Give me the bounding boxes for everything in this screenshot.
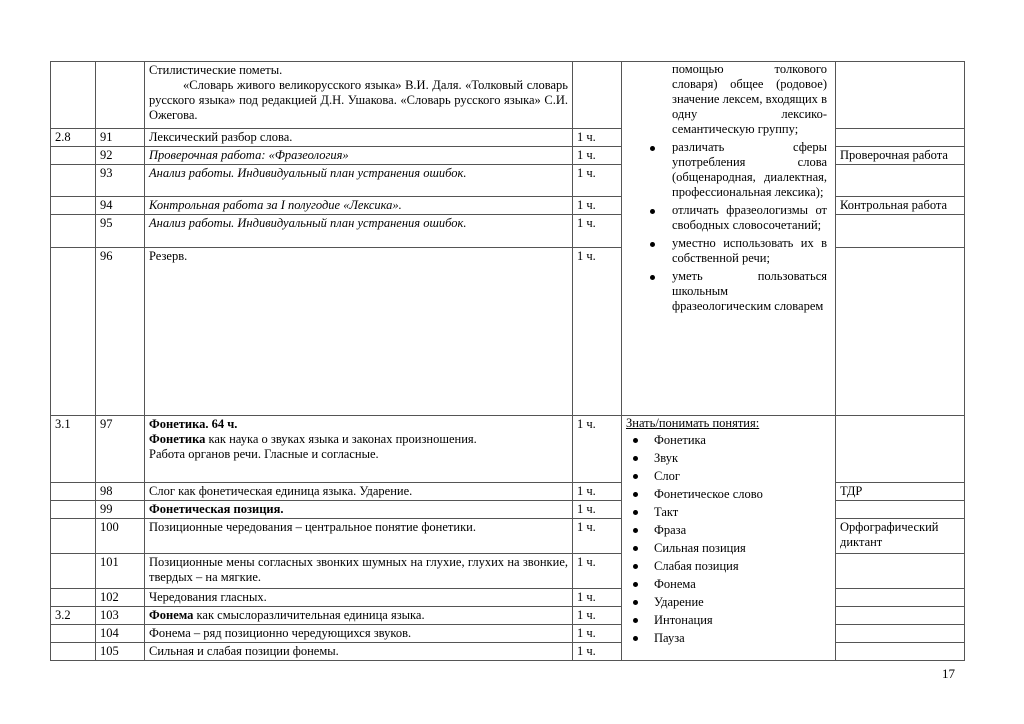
section-cell bbox=[51, 501, 96, 519]
term: Фонема bbox=[149, 608, 194, 622]
section-cell bbox=[51, 147, 96, 165]
section-cell bbox=[51, 62, 96, 129]
curriculum-table bbox=[50, 61, 965, 661]
requirements-heading: Знать/понимать понятия: bbox=[626, 416, 760, 430]
topic-cell: Лексический разбор слова. bbox=[145, 129, 573, 147]
topic-cell: Проверочная работа: «Фразеология» bbox=[145, 147, 573, 165]
hours-cell bbox=[573, 62, 622, 129]
concept-item: Сильная позиция bbox=[626, 539, 831, 557]
lesson-number-cell: 105 bbox=[96, 643, 145, 661]
lesson-number-cell: 100 bbox=[96, 519, 145, 554]
table-row bbox=[51, 62, 965, 129]
section-cell bbox=[51, 483, 96, 501]
hours-cell: 1 ч. bbox=[573, 248, 622, 416]
concept-item: Фонетическое слово bbox=[626, 485, 831, 503]
hours-cell: 1 ч. bbox=[573, 197, 622, 215]
requirements-list bbox=[646, 62, 827, 314]
concepts-list bbox=[626, 431, 831, 647]
topic-cell: Контрольная работа за I полугодие «Лексика». bbox=[145, 197, 573, 215]
topic-cell bbox=[145, 416, 573, 483]
hours-cell: 1 ч. bbox=[573, 589, 622, 607]
topic-cell: Резерв. bbox=[145, 248, 573, 416]
control-cell: Проверочная работа bbox=[836, 147, 965, 165]
topic-text: Работа органов речи. Гласные и согласные. bbox=[149, 447, 379, 461]
section-cell bbox=[51, 165, 96, 197]
concept-item: Звук bbox=[626, 449, 831, 467]
topic-text: «Словарь живого великорусского языка» В.И. Даля. «Толковый словарь русского языка» под редакцией Д.Н. Ушакова. «Словарь русского языка» С.И. Ожегова. bbox=[149, 78, 568, 122]
requirement-item: отличать фразеологизмы от свободных словосочетаний; bbox=[646, 203, 827, 233]
topic-cell: Анализ работы. Индивидуальный план устранения ошибок. bbox=[145, 165, 573, 197]
page-number: 17 bbox=[942, 666, 955, 681]
control-cell: Орфографический диктант bbox=[836, 519, 965, 554]
hours-cell: 1 ч. bbox=[573, 483, 622, 501]
hours-cell: 1 ч. bbox=[573, 625, 622, 643]
lesson-number-cell: 103 bbox=[96, 607, 145, 625]
topic-cell: Слог как фонетическая единица языка. Ударение. bbox=[145, 483, 573, 501]
topic-cell: Фонетическая позиция. bbox=[145, 501, 573, 519]
lesson-number-cell: 99 bbox=[96, 501, 145, 519]
concept-item: Ударение bbox=[626, 593, 831, 611]
control-cell bbox=[836, 416, 965, 483]
hours-cell: 1 ч. bbox=[573, 165, 622, 197]
section-cell bbox=[51, 248, 96, 416]
control-cell bbox=[836, 501, 965, 519]
lesson-number-cell: 93 bbox=[96, 165, 145, 197]
topic-text: как наука о звуках языка и законах произношения. bbox=[205, 432, 477, 446]
section-title: Фонетика. 64 ч. bbox=[149, 417, 238, 431]
topic-cell: Фонема – ряд позиционно чередующихся звуков. bbox=[145, 625, 573, 643]
control-cell bbox=[836, 248, 965, 416]
section-cell: 3.2 bbox=[51, 607, 96, 625]
control-cell bbox=[836, 215, 965, 248]
section-cell bbox=[51, 519, 96, 554]
control-cell bbox=[836, 625, 965, 643]
requirement-item: уметь пользоваться школьным фразеологическим словарем bbox=[646, 269, 827, 314]
lesson-number-cell: 92 bbox=[96, 147, 145, 165]
topic-cell: Сильная и слабая позиции фонемы. bbox=[145, 643, 573, 661]
term: Фонетика bbox=[149, 432, 206, 446]
topic-text: как смыслоразличительная единица языка. bbox=[193, 608, 425, 622]
control-cell bbox=[836, 129, 965, 147]
concept-item: Такт bbox=[626, 503, 831, 521]
lesson-number-cell: 91 bbox=[96, 129, 145, 147]
hours-cell: 1 ч. bbox=[573, 147, 622, 165]
lesson-number-cell: 95 bbox=[96, 215, 145, 248]
lesson-number-cell: 97 bbox=[96, 416, 145, 483]
concept-item: Фонема bbox=[626, 575, 831, 593]
topic-text: Стилистические пометы. bbox=[149, 63, 283, 77]
section-cell: 2.8 bbox=[51, 129, 96, 147]
control-cell bbox=[836, 643, 965, 661]
requirement-item: помощью толкового словаря) общее (родовое) значение лексем, входящих в одну лексико-семантическую группу; bbox=[672, 62, 827, 136]
control-cell: ТДР bbox=[836, 483, 965, 501]
section-cell bbox=[51, 554, 96, 589]
hours-cell: 1 ч. bbox=[573, 129, 622, 147]
section-cell bbox=[51, 589, 96, 607]
requirements-cell bbox=[622, 62, 836, 416]
concept-item: Пауза bbox=[626, 629, 831, 647]
topic-cell: Позиционные чередования – центральное понятие фонетики. bbox=[145, 519, 573, 554]
section-cell bbox=[51, 215, 96, 248]
hours-cell: 1 ч. bbox=[573, 215, 622, 248]
section-cell bbox=[51, 625, 96, 643]
hours-cell: 1 ч. bbox=[573, 501, 622, 519]
hours-cell: 1 ч. bbox=[573, 607, 622, 625]
lesson-number-cell: 98 bbox=[96, 483, 145, 501]
requirements-cell bbox=[622, 416, 836, 661]
requirement-item: уместно использовать их в собственной речи; bbox=[646, 236, 827, 266]
requirement-item: различать сферы употребления слова (общенародная, диалектная, профессиональная лексика); bbox=[646, 140, 827, 200]
lesson-number-cell: 101 bbox=[96, 554, 145, 589]
topic-cell bbox=[145, 607, 573, 625]
lesson-number-cell bbox=[96, 62, 145, 129]
control-cell bbox=[836, 607, 965, 625]
section-cell: 3.1 bbox=[51, 416, 96, 483]
concept-item: Фраза bbox=[626, 521, 831, 539]
control-cell bbox=[836, 554, 965, 589]
section-cell bbox=[51, 643, 96, 661]
lesson-number-cell: 96 bbox=[96, 248, 145, 416]
topic-cell: Позиционные мены согласных звонких шумных на глухие, глухих на звонкие, твердых – на мягкие. bbox=[145, 554, 573, 589]
lesson-number-cell: 102 bbox=[96, 589, 145, 607]
concept-item: Фонетика bbox=[626, 431, 831, 449]
control-cell bbox=[836, 165, 965, 197]
concept-item: Слабая позиция bbox=[626, 557, 831, 575]
control-cell bbox=[836, 62, 965, 129]
lesson-number-cell: 94 bbox=[96, 197, 145, 215]
control-cell: Контрольная работа bbox=[836, 197, 965, 215]
topic-cell: Анализ работы. Индивидуальный план устранения ошибок. bbox=[145, 215, 573, 248]
concept-item: Интонация bbox=[626, 611, 831, 629]
lesson-number-cell: 104 bbox=[96, 625, 145, 643]
concept-item: Слог bbox=[626, 467, 831, 485]
hours-cell: 1 ч. bbox=[573, 643, 622, 661]
topic-cell: Чередования гласных. bbox=[145, 589, 573, 607]
table-row bbox=[51, 416, 965, 483]
hours-cell: 1 ч. bbox=[573, 519, 622, 554]
section-cell bbox=[51, 197, 96, 215]
control-cell bbox=[836, 589, 965, 607]
hours-cell: 1 ч. bbox=[573, 416, 622, 483]
hours-cell: 1 ч. bbox=[573, 554, 622, 589]
topic-cell bbox=[145, 62, 573, 129]
